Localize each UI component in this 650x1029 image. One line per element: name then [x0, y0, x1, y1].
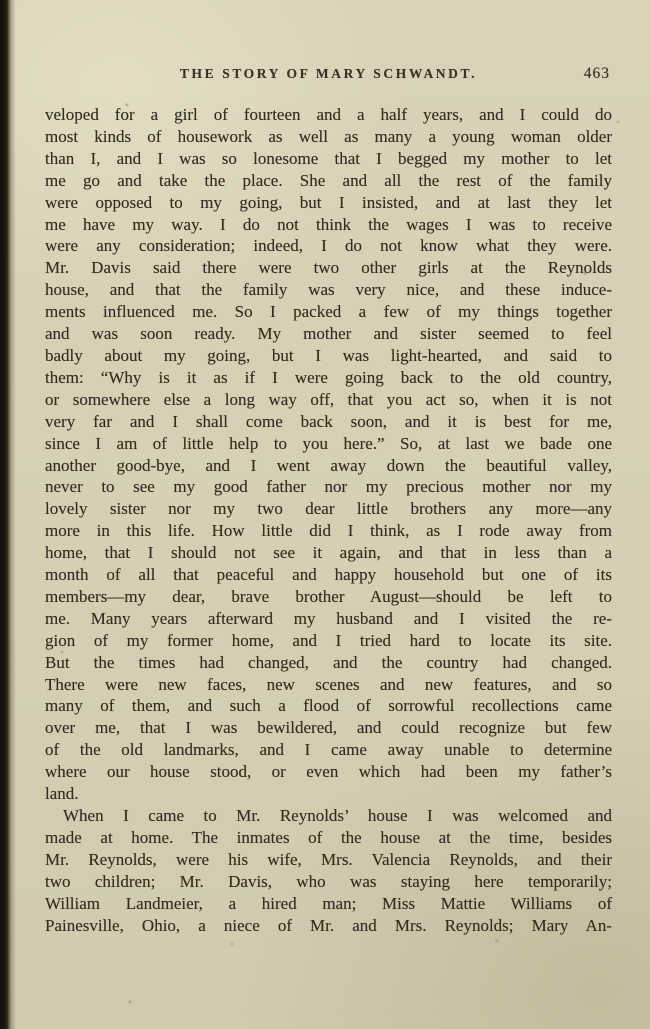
text-line: made at home. The inmates of the house at the time, besides: [45, 827, 612, 847]
text-line: two children; Mr. Davis, who was staying here temporarily;: [45, 871, 612, 891]
text-line: most kinds of housework as well as many a young woman older: [45, 126, 612, 146]
page-title: THE STORY OF MARY SCHWANDT.: [179, 66, 478, 81]
text-line: since I am of little help to you here.” So, at last we bade one: [45, 433, 612, 453]
text-line: another good-bye, and I went away down the beautiful valley,: [45, 455, 612, 475]
text-line: members—my dear, brave brother August—should be left to: [45, 586, 612, 606]
text-line: But the times had changed, and the country had changed.: [45, 652, 612, 672]
text-line: more in this life. How little did I think, as I rode away from: [45, 521, 612, 541]
text-line: veloped for a girl of fourteen and a half years, and I could do: [45, 105, 612, 124]
text-line: than I, and I was so lonesome that I begged my mother to let: [45, 148, 612, 168]
text-line: them: “Why is it as if I were going back to the old country,: [45, 367, 612, 387]
text-line: Mr. Davis said there were two other girls at the Reynolds: [45, 258, 612, 278]
text-line: me. Many years afterward my husband and I visited the re-: [45, 608, 612, 628]
text-line: and was soon ready. My mother and sister seemed to feel: [45, 324, 612, 344]
text-line: very far and I shall come back soon, and it is best for me,: [45, 411, 612, 431]
text-line: were any consideration; indeed, I do not know what they were.: [45, 236, 612, 256]
page-binding-edge: [0, 0, 16, 1029]
text-line: never to see my good father nor my precious mother nor my: [45, 477, 612, 497]
text-line: many of them, and such a flood of sorrowful recollections came: [45, 696, 612, 716]
text-line: There were new faces, new scenes and new features, and so: [45, 674, 612, 694]
text-line: over me, that I was bewildered, and could recognize but few: [45, 718, 612, 738]
text-line: Mr. Reynolds, were his wife, Mrs. Valencia Reynolds, and their: [45, 849, 612, 869]
text-line: badly about my going, but I was light-hearted, and said to: [45, 345, 612, 365]
text-line: William Landmeier, a hired man; Miss Mattie Williams of: [45, 893, 612, 913]
text-line: land.: [45, 784, 79, 804]
text-line: lovely sister nor my two dear little brothers any more—any: [45, 499, 612, 519]
paragraph: [45, 104, 612, 805]
paragraph: [45, 805, 612, 936]
text-line: gion of my former home, and I tried hard to locate its site.: [45, 630, 612, 650]
text-line: me have my way. I do not think the wages I was to receive: [45, 214, 612, 234]
text-line: ments influenced me. So I packed a few of my things together: [45, 302, 612, 322]
running-head: [45, 66, 612, 88]
page-body: [45, 104, 612, 936]
page-number: 463: [583, 65, 610, 82]
text-line: When I came to Mr. Reynolds’ house I was welcomed and: [63, 806, 612, 825]
text-line: or somewhere else a long way off, that you act so, when it is not: [45, 389, 612, 409]
text-line: home, that I should not see it again, and that in less than a: [45, 543, 612, 563]
text-line: where our house stood, or even which had been my father’s: [45, 762, 612, 782]
text-line: Painesville, Ohio, a niece of Mr. and Mrs. Reynolds; Mary An-: [45, 915, 612, 935]
text-line: were opposed to my going, but I insisted, and at last they let: [45, 192, 612, 212]
text-line: me go and take the place. She and all the rest of the family: [45, 170, 612, 190]
text-line: house, and that the family was very nice, and these induce-: [45, 280, 612, 300]
text-line: month of all that peaceful and happy household but one of its: [45, 565, 612, 585]
text-line: of the old landmarks, and I came away unable to determine: [45, 740, 612, 760]
